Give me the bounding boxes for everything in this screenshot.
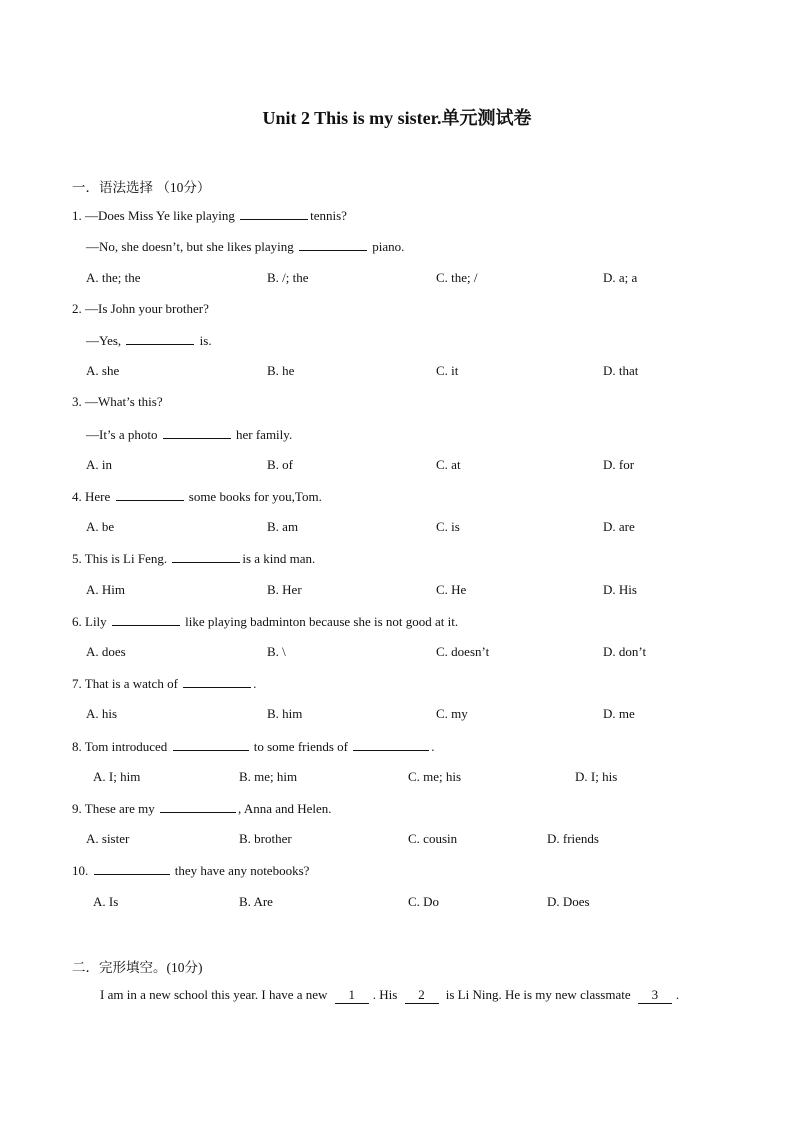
q2-text-a: —Yes, — [86, 333, 125, 348]
question-2-line-2 — [86, 332, 212, 349]
question-2-line-1: 2. —Is John your brother? — [72, 301, 209, 316]
question-3-line-2 — [86, 426, 292, 443]
q10-text-a: 10. — [72, 863, 92, 878]
option-a: A. Is — [93, 894, 119, 909]
answer-blank — [126, 332, 194, 345]
q5-text-b: is a kind man. — [242, 551, 316, 566]
option-c: C. at — [436, 457, 461, 472]
option-d: D. Does — [547, 894, 590, 909]
question-4-line-1 — [72, 488, 322, 505]
option-d: D. His — [603, 582, 637, 597]
option-c: C. my — [436, 706, 468, 721]
q1-text-b: tennis? — [310, 208, 347, 223]
answer-blank — [173, 738, 249, 751]
q5-text-a: 5. This is Li Feng. — [72, 551, 171, 566]
option-a: A. sister — [86, 831, 130, 846]
option-d: D. a; a — [603, 270, 638, 285]
q4-text-b: some books for you,Tom. — [185, 489, 322, 504]
answer-blank — [172, 550, 240, 563]
passage-text: I am in a new school this year. I have a new — [100, 987, 331, 1002]
question-8-line-1 — [72, 738, 435, 755]
q2-text-b: is. — [196, 333, 212, 348]
option-b: B. \ — [267, 644, 286, 659]
option-a: A. his — [86, 706, 118, 721]
q1-text-a: 1. —Does Miss Ye like playing — [72, 208, 239, 223]
answer-blank — [160, 800, 236, 813]
option-b: B. he — [267, 363, 295, 378]
answer-blank — [353, 738, 429, 751]
cloze-blank-2: 2 — [405, 987, 439, 1004]
option-a: A. be — [86, 519, 115, 534]
answer-blank — [240, 207, 308, 220]
option-b: B. of — [267, 457, 293, 472]
question-6-line-1 — [72, 613, 458, 630]
option-a: A. Him — [86, 582, 125, 597]
option-a: A. in — [86, 457, 112, 472]
option-a: A. I; him — [93, 769, 141, 784]
answer-blank — [112, 613, 180, 626]
option-c: C. the; / — [436, 270, 478, 285]
question-3-line-1: 3. —What’s this? — [72, 394, 163, 409]
section-2-heading: 二．完形填空。(10分) — [72, 960, 203, 975]
option-b: B. Are — [239, 894, 273, 909]
option-b: B. me; him — [239, 769, 298, 784]
option-d: D. me — [603, 706, 635, 721]
passage-text: . — [675, 987, 680, 1002]
q10-text-b: they have any notebooks? — [171, 863, 310, 878]
passage-text: is Li Ning. He is my new classmate — [442, 987, 634, 1002]
q7-text-a: 7. That is a watch of — [72, 676, 182, 691]
answer-blank — [94, 862, 170, 875]
option-d: D. are — [603, 519, 635, 534]
question-9-line-1 — [72, 800, 332, 817]
section-1-heading: 一．语法选择 （10分） — [72, 180, 211, 195]
cloze-blank-3: 3 — [638, 987, 672, 1004]
option-a: A. does — [86, 644, 126, 659]
cloze-blank-1: 1 — [335, 987, 369, 1004]
q1-text-c: —No, she doesn’t, but she likes playing — [86, 239, 297, 254]
question-5-line-1 — [72, 550, 315, 567]
option-b: B. Her — [267, 582, 302, 597]
option-d: D. don’t — [603, 644, 647, 659]
answer-blank — [299, 238, 367, 251]
cloze-passage-line — [100, 987, 679, 1004]
option-c: C. me; his — [408, 769, 462, 784]
option-c: C. is — [436, 519, 460, 534]
q3-text-b: her family. — [232, 427, 293, 442]
option-a: A. she — [86, 363, 120, 378]
q3-text-a: —It’s a photo — [86, 427, 161, 442]
q9-text-b: , Anna and Helen. — [238, 801, 332, 816]
option-d: D. I; his — [575, 769, 618, 784]
question-10-line-1 — [72, 862, 309, 879]
answer-blank — [183, 675, 251, 688]
answer-blank — [163, 426, 231, 439]
q8-text-b: to some friends of — [250, 739, 352, 754]
option-b: B. /; the — [267, 270, 309, 285]
question-1-line-2 — [86, 238, 404, 255]
option-b: B. brother — [239, 831, 292, 846]
option-d: D. friends — [547, 831, 599, 846]
question-7-line-1 — [72, 675, 256, 692]
option-b: B. am — [267, 519, 299, 534]
q6-text-b: like playing badminton because she is not good at it. — [181, 614, 459, 629]
q4-text-a: 4. Here — [72, 489, 114, 504]
q1-text-d: piano. — [369, 239, 405, 254]
option-c: C. He — [436, 582, 467, 597]
option-c: C. it — [436, 363, 459, 378]
q8-text-c: . — [431, 739, 435, 754]
option-b: B. him — [267, 706, 303, 721]
option-a: A. the; the — [86, 270, 141, 285]
question-1-line-1 — [72, 207, 347, 224]
option-d: D. for — [603, 457, 635, 472]
passage-text: . His — [372, 987, 401, 1002]
q8-text-a: 8. Tom introduced — [72, 739, 171, 754]
option-c: C. doesn’t — [436, 644, 490, 659]
page-title: Unit 2 This is my sister.单元测试卷 — [262, 108, 532, 128]
q7-text-b: . — [253, 676, 257, 691]
option-d: D. that — [603, 363, 639, 378]
option-c: C. Do — [408, 894, 440, 909]
q6-text-a: 6. Lily — [72, 614, 110, 629]
q9-text-a: 9. These are my — [72, 801, 159, 816]
option-c: C. cousin — [408, 831, 458, 846]
answer-blank — [116, 488, 184, 501]
